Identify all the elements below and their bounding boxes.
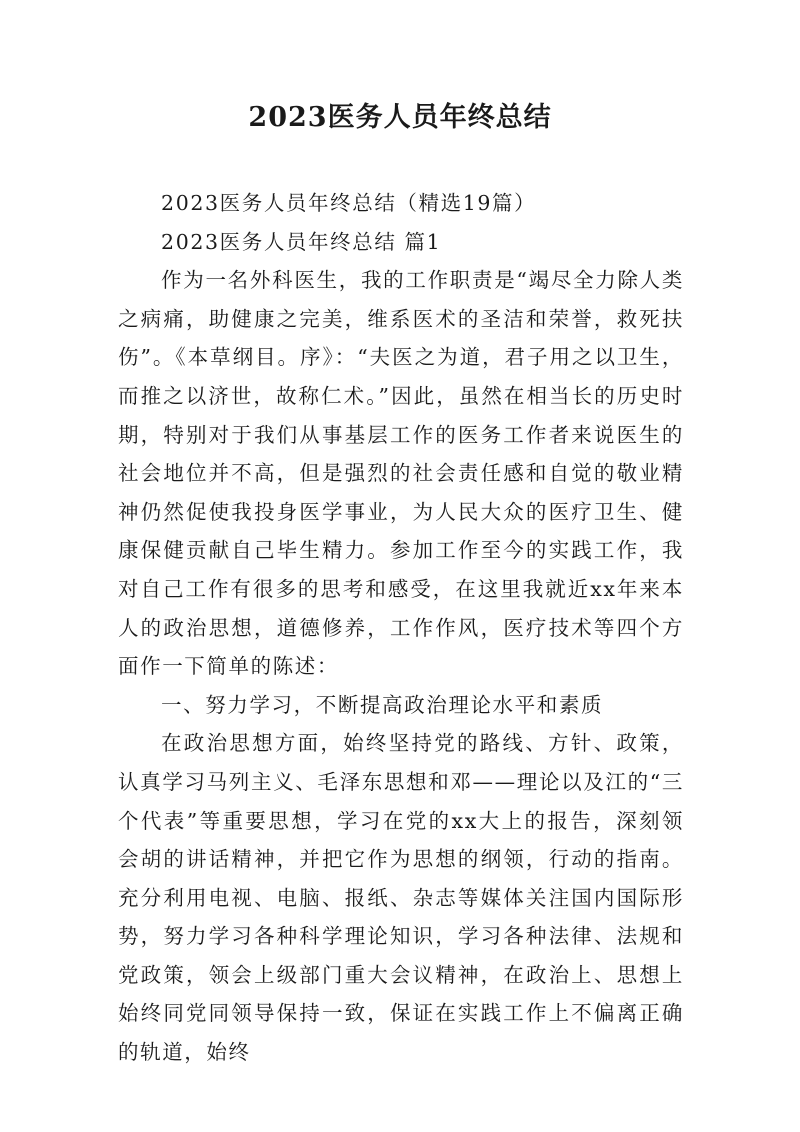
subtitle-paragraph: 2023医务人员年终总结（精选19篇） [161, 191, 537, 215]
body-paragraph: 在政治思想方面，始终坚持党的路线、方针、政策，认真学习马列主义、毛泽东思想和邓——理论以及江的“三个代表”等重要思想，学习在党的xx大上的报告，深刻领会胡的讲话精神，并把它作为思想的纲领，行动的指南。充分利用电视、电脑、报纸、杂志等媒体关注国内国际形势，努力学习各种科学理论知识，学习各种法律、法规和党政策，领会上级部门重大会议精神，在政治上、思想上始终同党同领导保持一致，保证在实践工作上不偏离正确的轨道，始终 [118, 731, 684, 1065]
section-heading: 一、努力学习，不断提高政治理论水平和素质 [161, 692, 604, 717]
section-heading: 2023医务人员年终总结 篇1 [161, 229, 442, 254]
document-body [118, 184, 684, 1072]
document-title: 2023医务人员年终总结 [248, 102, 552, 133]
body-paragraph: 作为一名外科医生，我的工作职责是“竭尽全力除人类之病痛，助健康之完美，维系医术的圣洁和荣誉，救死扶伤”。《本草纲目。序》：“夫医之为道，君子用之以卫生，而推之以济世，故称仁术。”因此，虽然在相当长的历史时期，特别对于我们从事基层工作的医务工作者来说医生的社会地位并不高，但是强烈的社会责任感和自觉的敬业精神仍然促使我投身医学事业，为人民大众的医疗卫生、健康保健贡献自己毕生精力。参加工作至今的实践工作，我对自己工作有很多的思考和感受，在这里我就近xx年来本人的政治思想，道德修养，工作作风，医疗技术等四个方面作一下简单的陈述： [118, 268, 684, 679]
